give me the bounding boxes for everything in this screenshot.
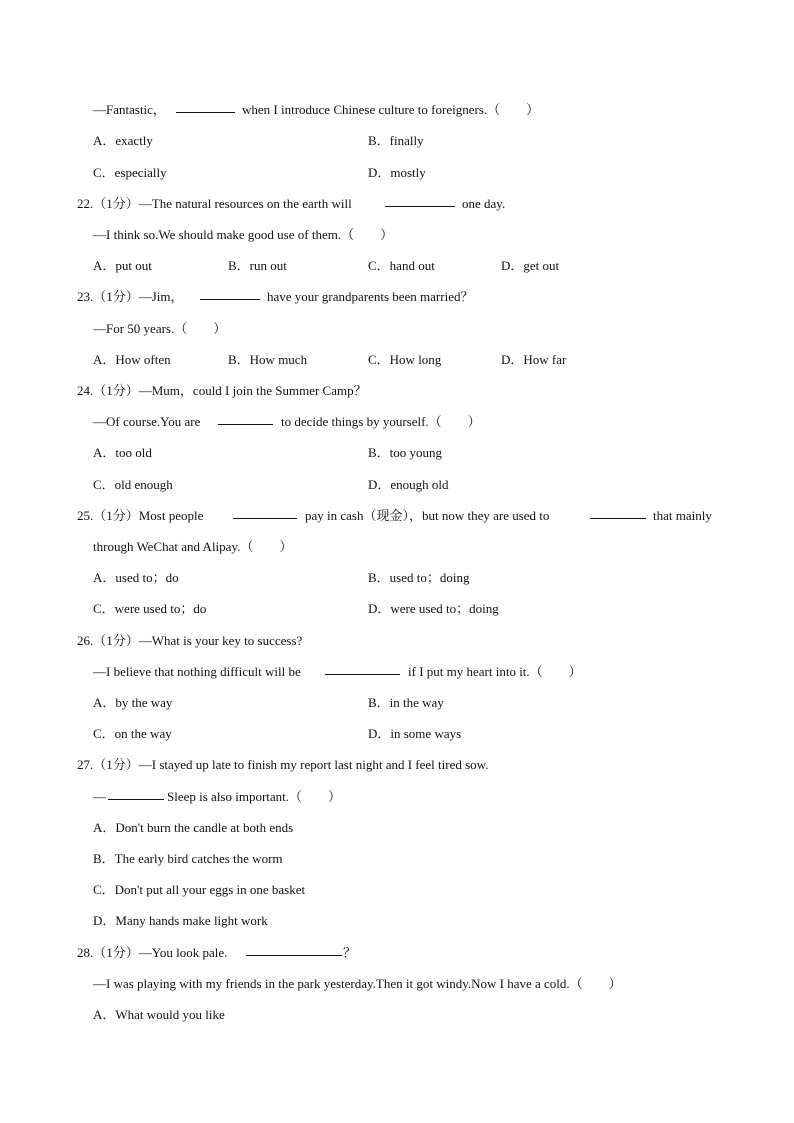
answer-blank <box>325 674 400 675</box>
q27-reply-tail: Sleep is also important.（ ） <box>167 789 342 804</box>
q27-question <box>0 755 794 775</box>
q21-prompt-tail: when I introduce Chinese culture to foreigners.（ ） <box>242 102 540 117</box>
q23-reply-line <box>0 319 794 339</box>
q25-tail: that mainly <box>653 508 712 523</box>
answer-blank <box>233 518 297 519</box>
q26-reply-line <box>0 662 794 682</box>
option-b[interactable]: B．run out <box>228 258 287 273</box>
option-c[interactable]: C．on the way <box>93 726 172 741</box>
option-a[interactable]: A．too old <box>93 445 152 460</box>
option-a[interactable]: A．Don't burn the candle at both ends <box>93 820 294 835</box>
q25-question <box>0 506 794 526</box>
option-d[interactable]: D．get out <box>501 258 560 273</box>
option-b[interactable]: B．The early bird catches the worm <box>93 851 283 866</box>
q27-option-d-line <box>0 911 794 931</box>
q27-option-b-line <box>0 849 794 869</box>
option-d[interactable]: D．mostly <box>368 165 426 180</box>
q21-prompt-line <box>0 100 794 120</box>
q23-question <box>0 287 794 307</box>
q28-head: 28.（1分）—You look pale. <box>77 945 228 960</box>
q25-options-row-1 <box>0 568 794 588</box>
option-d[interactable]: D．were used to；doing <box>368 601 499 616</box>
option-b[interactable]: B．used to；doing <box>368 570 470 585</box>
q23-reply: —For 50 years.（ ） <box>93 321 227 336</box>
option-b[interactable]: B．in the way <box>368 695 444 710</box>
option-c[interactable]: C．hand out <box>368 258 435 273</box>
option-b[interactable]: B．finally <box>368 133 424 148</box>
option-a[interactable]: A．put out <box>93 258 152 273</box>
option-a[interactable]: A．exactly <box>93 133 153 148</box>
q28-question <box>0 943 794 963</box>
option-b[interactable]: B．too young <box>368 445 443 460</box>
option-d[interactable]: D．How far <box>501 352 567 367</box>
q27-option-c-line <box>0 880 794 900</box>
q22-reply: —I think so.We should make good use of them.（ ） <box>93 227 394 242</box>
q22-question <box>0 194 794 214</box>
option-d[interactable]: D．Many hands make light work <box>93 913 268 928</box>
q28-option-a-line <box>0 1005 794 1025</box>
answer-blank <box>385 206 455 207</box>
q24-reply-line <box>0 412 794 432</box>
q25-line2: through WeChat and Alipay.（ ） <box>93 539 293 554</box>
q27-option-a-line <box>0 818 794 838</box>
q24-options-row-2 <box>0 475 794 495</box>
answer-blank <box>200 299 260 300</box>
answer-blank <box>218 424 273 425</box>
q21-options-row-1 <box>0 131 794 151</box>
q24-reply-head: —Of course.You are <box>93 414 201 429</box>
option-a[interactable]: A．by the way <box>93 695 173 710</box>
q28-reply: —I was playing with my friends in the park yesterday.Then it got windy.Now I have a cold.（ ） <box>93 976 622 991</box>
q26-head: 26.（1分）—What is your key to success? <box>77 633 303 648</box>
q24-question <box>0 381 794 401</box>
option-c[interactable]: C．Don't put all your eggs in one basket <box>93 882 306 897</box>
option-b[interactable]: B．How much <box>228 352 308 367</box>
option-c[interactable]: C．How long <box>368 352 442 367</box>
answer-blank <box>108 799 164 800</box>
q23-tail: have your grandparents been married？ <box>267 289 474 304</box>
q25-head: 25.（1分）Most people <box>77 508 204 523</box>
q28-tail: ？ <box>343 945 357 960</box>
option-c[interactable]: C．were used to；do <box>93 601 207 616</box>
q28-reply-line <box>0 974 794 994</box>
option-a[interactable]: A．How often <box>93 352 171 367</box>
q25-options-row-2 <box>0 599 794 619</box>
q27-head: 27.（1分）—I stayed up late to finish my report last night and I feel tired sow. <box>77 757 489 772</box>
q24-head: 24.（1分）—Mum，could I join the Summer Camp？ <box>77 383 367 398</box>
q21-prompt: —Fantastic， <box>93 102 166 117</box>
answer-blank <box>246 955 342 956</box>
q26-options-row-1 <box>0 693 794 713</box>
q25-question-line-2 <box>0 537 794 557</box>
answer-blank <box>590 518 646 519</box>
option-d[interactable]: D．in some ways <box>368 726 462 741</box>
q26-options-row-2 <box>0 724 794 744</box>
option-c[interactable]: C．especially <box>93 165 167 180</box>
q23-options <box>0 350 794 370</box>
q25-mid: pay in cash（现金），but now they are used to <box>305 508 550 523</box>
q24-reply-tail: to decide things by yourself.（ ） <box>281 414 481 429</box>
q22-options <box>0 256 794 276</box>
q26-reply-head: —I believe that nothing difficult will be <box>93 664 301 679</box>
q27-reply-line <box>0 787 794 807</box>
q24-options-row-1 <box>0 443 794 463</box>
q23-head: 23.（1分）—Jim， <box>77 289 184 304</box>
q26-question <box>0 631 794 651</box>
answer-blank <box>176 112 235 113</box>
option-a[interactable]: A．What would you like <box>93 1007 225 1022</box>
q22-head: 22.（1分）—The natural resources on the earth will <box>77 196 352 211</box>
q22-tail: one day. <box>462 196 506 211</box>
option-c[interactable]: C．old enough <box>93 477 173 492</box>
q22-reply-line <box>0 225 794 245</box>
option-a[interactable]: A．used to；do <box>93 570 179 585</box>
option-d[interactable]: D．enough old <box>368 477 449 492</box>
q26-reply-tail: if I put my heart into it.（ ） <box>408 664 582 679</box>
q27-reply-head: — <box>93 789 106 804</box>
q21-options-row-2 <box>0 163 794 183</box>
